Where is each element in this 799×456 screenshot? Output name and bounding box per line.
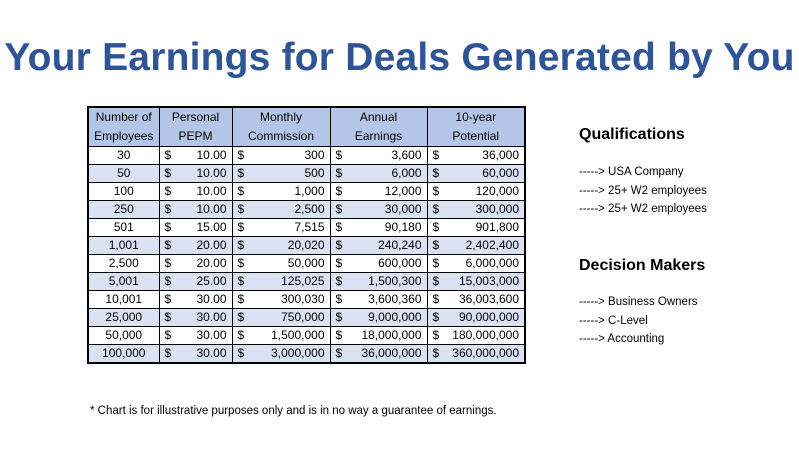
footnote: * Chart is for illustrative purposes only and is in no way a guarantee of earnings. <box>90 405 497 417</box>
monthly-cell <box>232 291 330 309</box>
currency-symbol: $ <box>432 310 440 324</box>
annual-cell <box>330 309 427 327</box>
monthly-value: 1,000 <box>294 184 325 198</box>
employees-cell: 501 <box>88 219 159 237</box>
tenyear-cell <box>427 147 525 165</box>
currency-symbol: $ <box>237 328 245 342</box>
annual-value: 1,500,300 <box>368 274 422 288</box>
monthly-cell <box>232 273 330 291</box>
currency-symbol: $ <box>432 202 440 216</box>
employees-cell: 250 <box>88 201 159 219</box>
annual-cell <box>330 237 427 255</box>
currency-symbol: $ <box>335 310 343 324</box>
pepm-cell <box>159 327 232 345</box>
header-annual: Annual <box>330 107 427 127</box>
monthly-cell <box>232 309 330 327</box>
annual-value: 90,180 <box>384 220 422 234</box>
header-tenyear: 10-year <box>427 107 525 127</box>
annual-value: 3,600 <box>391 148 422 162</box>
annual-cell <box>330 183 427 201</box>
tenyear-value: 360,000,000 <box>452 346 519 360</box>
monthly-cell <box>232 345 330 364</box>
pepm-cell <box>159 255 232 273</box>
currency-symbol: $ <box>432 238 440 252</box>
currency-symbol: $ <box>335 274 343 288</box>
header-monthly-line2: Commission <box>232 127 330 147</box>
qualifications-heading: Qualifications <box>579 126 685 143</box>
pepm-cell <box>159 147 232 165</box>
monthly-cell <box>232 165 330 183</box>
pepm-cell <box>159 309 232 327</box>
currency-symbol: $ <box>335 292 343 306</box>
currency-symbol: $ <box>335 238 343 252</box>
currency-symbol: $ <box>237 148 245 162</box>
header-monthly: Monthly <box>232 107 330 127</box>
tenyear-cell <box>427 291 525 309</box>
pepm-value: 25.00 <box>196 274 227 288</box>
table-row <box>88 273 525 291</box>
monthly-cell <box>232 201 330 219</box>
pepm-cell <box>159 345 232 364</box>
monthly-value: 125,025 <box>281 274 325 288</box>
currency-symbol: $ <box>432 256 440 270</box>
pepm-cell <box>159 219 232 237</box>
annual-value: 18,000,000 <box>361 328 422 342</box>
tenyear-value: 90,000,000 <box>458 310 519 324</box>
tenyear-cell <box>427 201 525 219</box>
table-row <box>88 165 525 183</box>
currency-symbol: $ <box>432 274 440 288</box>
currency-symbol: $ <box>335 328 343 342</box>
pepm-value: 10.00 <box>196 166 227 180</box>
currency-symbol: $ <box>237 346 245 360</box>
employees-cell: 1,001 <box>88 237 159 255</box>
pepm-cell <box>159 183 232 201</box>
table-row <box>88 147 525 165</box>
tenyear-cell <box>427 183 525 201</box>
currency-symbol: $ <box>335 184 343 198</box>
monthly-value: 300,030 <box>281 292 325 306</box>
header-pepm: Personal <box>159 107 232 127</box>
tenyear-cell <box>427 309 525 327</box>
monthly-value: 500 <box>304 166 325 180</box>
tenyear-value: 2,402,400 <box>465 238 519 252</box>
list-item: -----> 25+ W2 employees <box>579 203 707 215</box>
monthly-value: 2,500 <box>294 202 325 216</box>
annual-value: 30,000 <box>384 202 422 216</box>
currency-symbol: $ <box>237 310 245 324</box>
pepm-value: 30.00 <box>196 310 227 324</box>
annual-value: 240,240 <box>378 238 422 252</box>
currency-symbol: $ <box>237 292 245 306</box>
tenyear-value: 15,003,000 <box>458 274 519 288</box>
currency-symbol: $ <box>164 184 172 198</box>
table-row <box>88 237 525 255</box>
annual-cell <box>330 201 427 219</box>
annual-value: 600,000 <box>378 256 422 270</box>
pepm-cell <box>159 165 232 183</box>
qualifications-list <box>579 163 707 219</box>
currency-symbol: $ <box>335 346 343 360</box>
monthly-cell <box>232 219 330 237</box>
pepm-cell <box>159 201 232 219</box>
annual-cell <box>330 291 427 309</box>
monthly-value: 50,000 <box>287 256 325 270</box>
employees-cell: 5,001 <box>88 273 159 291</box>
table-row <box>88 201 525 219</box>
header-annual-line2: Earnings <box>330 127 427 147</box>
pepm-value: 30.00 <box>196 328 227 342</box>
list-item: -----> C-Level <box>579 314 648 327</box>
annual-cell <box>330 273 427 291</box>
tenyear-cell <box>427 255 525 273</box>
employees-cell: 50,000 <box>88 327 159 345</box>
table-row <box>88 345 525 364</box>
pepm-value: 10.00 <box>196 184 227 198</box>
list-item: -----> Accounting <box>579 333 665 345</box>
currency-symbol: $ <box>237 274 245 288</box>
pepm-cell <box>159 237 232 255</box>
currency-symbol: $ <box>432 184 440 198</box>
tenyear-cell <box>427 237 525 255</box>
monthly-value: 3,000,000 <box>271 346 325 360</box>
currency-symbol: $ <box>432 328 440 342</box>
currency-symbol: $ <box>335 256 343 270</box>
pepm-cell <box>159 273 232 291</box>
monthly-cell <box>232 147 330 165</box>
monthly-value: 20,020 <box>287 238 325 252</box>
tenyear-cell <box>427 165 525 183</box>
table-row <box>88 219 525 237</box>
annual-cell <box>330 147 427 165</box>
currency-symbol: $ <box>164 328 172 342</box>
annual-value: 9,000,000 <box>368 310 422 324</box>
currency-symbol: $ <box>335 220 343 234</box>
annual-cell <box>330 255 427 273</box>
currency-symbol: $ <box>164 274 172 288</box>
employees-cell: 25,000 <box>88 309 159 327</box>
tenyear-cell <box>427 345 525 364</box>
monthly-cell <box>232 327 330 345</box>
header-employees: Number of <box>88 107 159 127</box>
pepm-value: 10.00 <box>196 202 227 216</box>
currency-symbol: $ <box>164 346 172 360</box>
tenyear-value: 36,000 <box>482 148 519 162</box>
currency-symbol: $ <box>335 166 343 180</box>
table-row <box>88 309 525 327</box>
earnings-table <box>87 106 526 364</box>
table-row <box>88 183 525 201</box>
tenyear-cell <box>427 273 525 291</box>
employees-cell: 50 <box>88 165 159 183</box>
currency-symbol: $ <box>237 220 245 234</box>
tenyear-value: 120,000 <box>475 184 519 198</box>
employees-cell: 100 <box>88 183 159 201</box>
pepm-value: 20.00 <box>196 256 227 270</box>
pepm-value: 20.00 <box>196 238 227 252</box>
table-row <box>88 291 525 309</box>
currency-symbol: $ <box>237 202 245 216</box>
annual-cell <box>330 165 427 183</box>
currency-symbol: $ <box>335 148 343 162</box>
employees-cell: 2,500 <box>88 255 159 273</box>
annual-value: 6,000 <box>391 166 422 180</box>
currency-symbol: $ <box>432 166 440 180</box>
monthly-cell <box>232 183 330 201</box>
table-row <box>88 327 525 345</box>
tenyear-value: 36,003,600 <box>458 292 519 306</box>
decision-makers-list <box>579 293 698 349</box>
employees-cell: 100,000 <box>88 345 159 364</box>
header-pepm-line2: PEPM <box>159 127 232 147</box>
monthly-cell <box>232 237 330 255</box>
currency-symbol: $ <box>237 256 245 270</box>
monthly-value: 300 <box>304 148 325 162</box>
table-header-row <box>88 107 525 127</box>
annual-value: 3,600,360 <box>368 292 422 306</box>
monthly-value: 1,500,000 <box>271 328 325 342</box>
monthly-cell <box>232 255 330 273</box>
employees-cell: 30 <box>88 147 159 165</box>
header-tenyear-line2: Potential <box>427 127 525 147</box>
currency-symbol: $ <box>164 238 172 252</box>
monthly-value: 750,000 <box>281 310 325 324</box>
pepm-cell <box>159 291 232 309</box>
currency-symbol: $ <box>335 202 343 216</box>
pepm-value: 15.00 <box>196 220 227 234</box>
currency-symbol: $ <box>164 256 172 270</box>
tenyear-value: 6,000,000 <box>465 256 519 270</box>
list-item: -----> Business Owners <box>579 296 698 308</box>
currency-symbol: $ <box>164 148 172 162</box>
currency-symbol: $ <box>164 166 172 180</box>
tenyear-cell <box>427 219 525 237</box>
tenyear-value: 901,800 <box>475 220 519 234</box>
annual-value: 36,000,000 <box>361 346 422 360</box>
currency-symbol: $ <box>432 292 440 306</box>
currency-symbol: $ <box>164 202 172 216</box>
table-row <box>88 255 525 273</box>
tenyear-value: 60,000 <box>482 166 519 180</box>
page-title: Your Earnings for Deals Generated by You <box>4 36 795 79</box>
header-employees-line2: Employees <box>88 127 159 147</box>
currency-symbol: $ <box>237 166 245 180</box>
currency-symbol: $ <box>237 238 245 252</box>
currency-symbol: $ <box>164 292 172 306</box>
tenyear-value: 300,000 <box>475 202 519 216</box>
list-item: -----> 25+ W2 employees <box>579 184 707 197</box>
annual-value: 12,000 <box>384 184 422 198</box>
list-item: -----> USA Company <box>579 166 684 178</box>
pepm-value: 30.00 <box>196 292 227 306</box>
employees-cell: 10,001 <box>88 291 159 309</box>
currency-symbol: $ <box>432 220 440 234</box>
currency-symbol: $ <box>237 184 245 198</box>
currency-symbol: $ <box>432 148 440 162</box>
annual-cell <box>330 327 427 345</box>
tenyear-cell <box>427 327 525 345</box>
pepm-value: 30.00 <box>196 346 227 360</box>
monthly-value: 7,515 <box>294 220 325 234</box>
tenyear-value: 180,000,000 <box>452 328 519 342</box>
table-header-row <box>88 127 525 147</box>
pepm-value: 10.00 <box>196 148 227 162</box>
currency-symbol: $ <box>164 310 172 324</box>
annual-cell <box>330 219 427 237</box>
annual-cell <box>330 345 427 364</box>
currency-symbol: $ <box>164 220 172 234</box>
decision-makers-heading: Decision Makers <box>579 257 706 274</box>
currency-symbol: $ <box>432 346 440 360</box>
